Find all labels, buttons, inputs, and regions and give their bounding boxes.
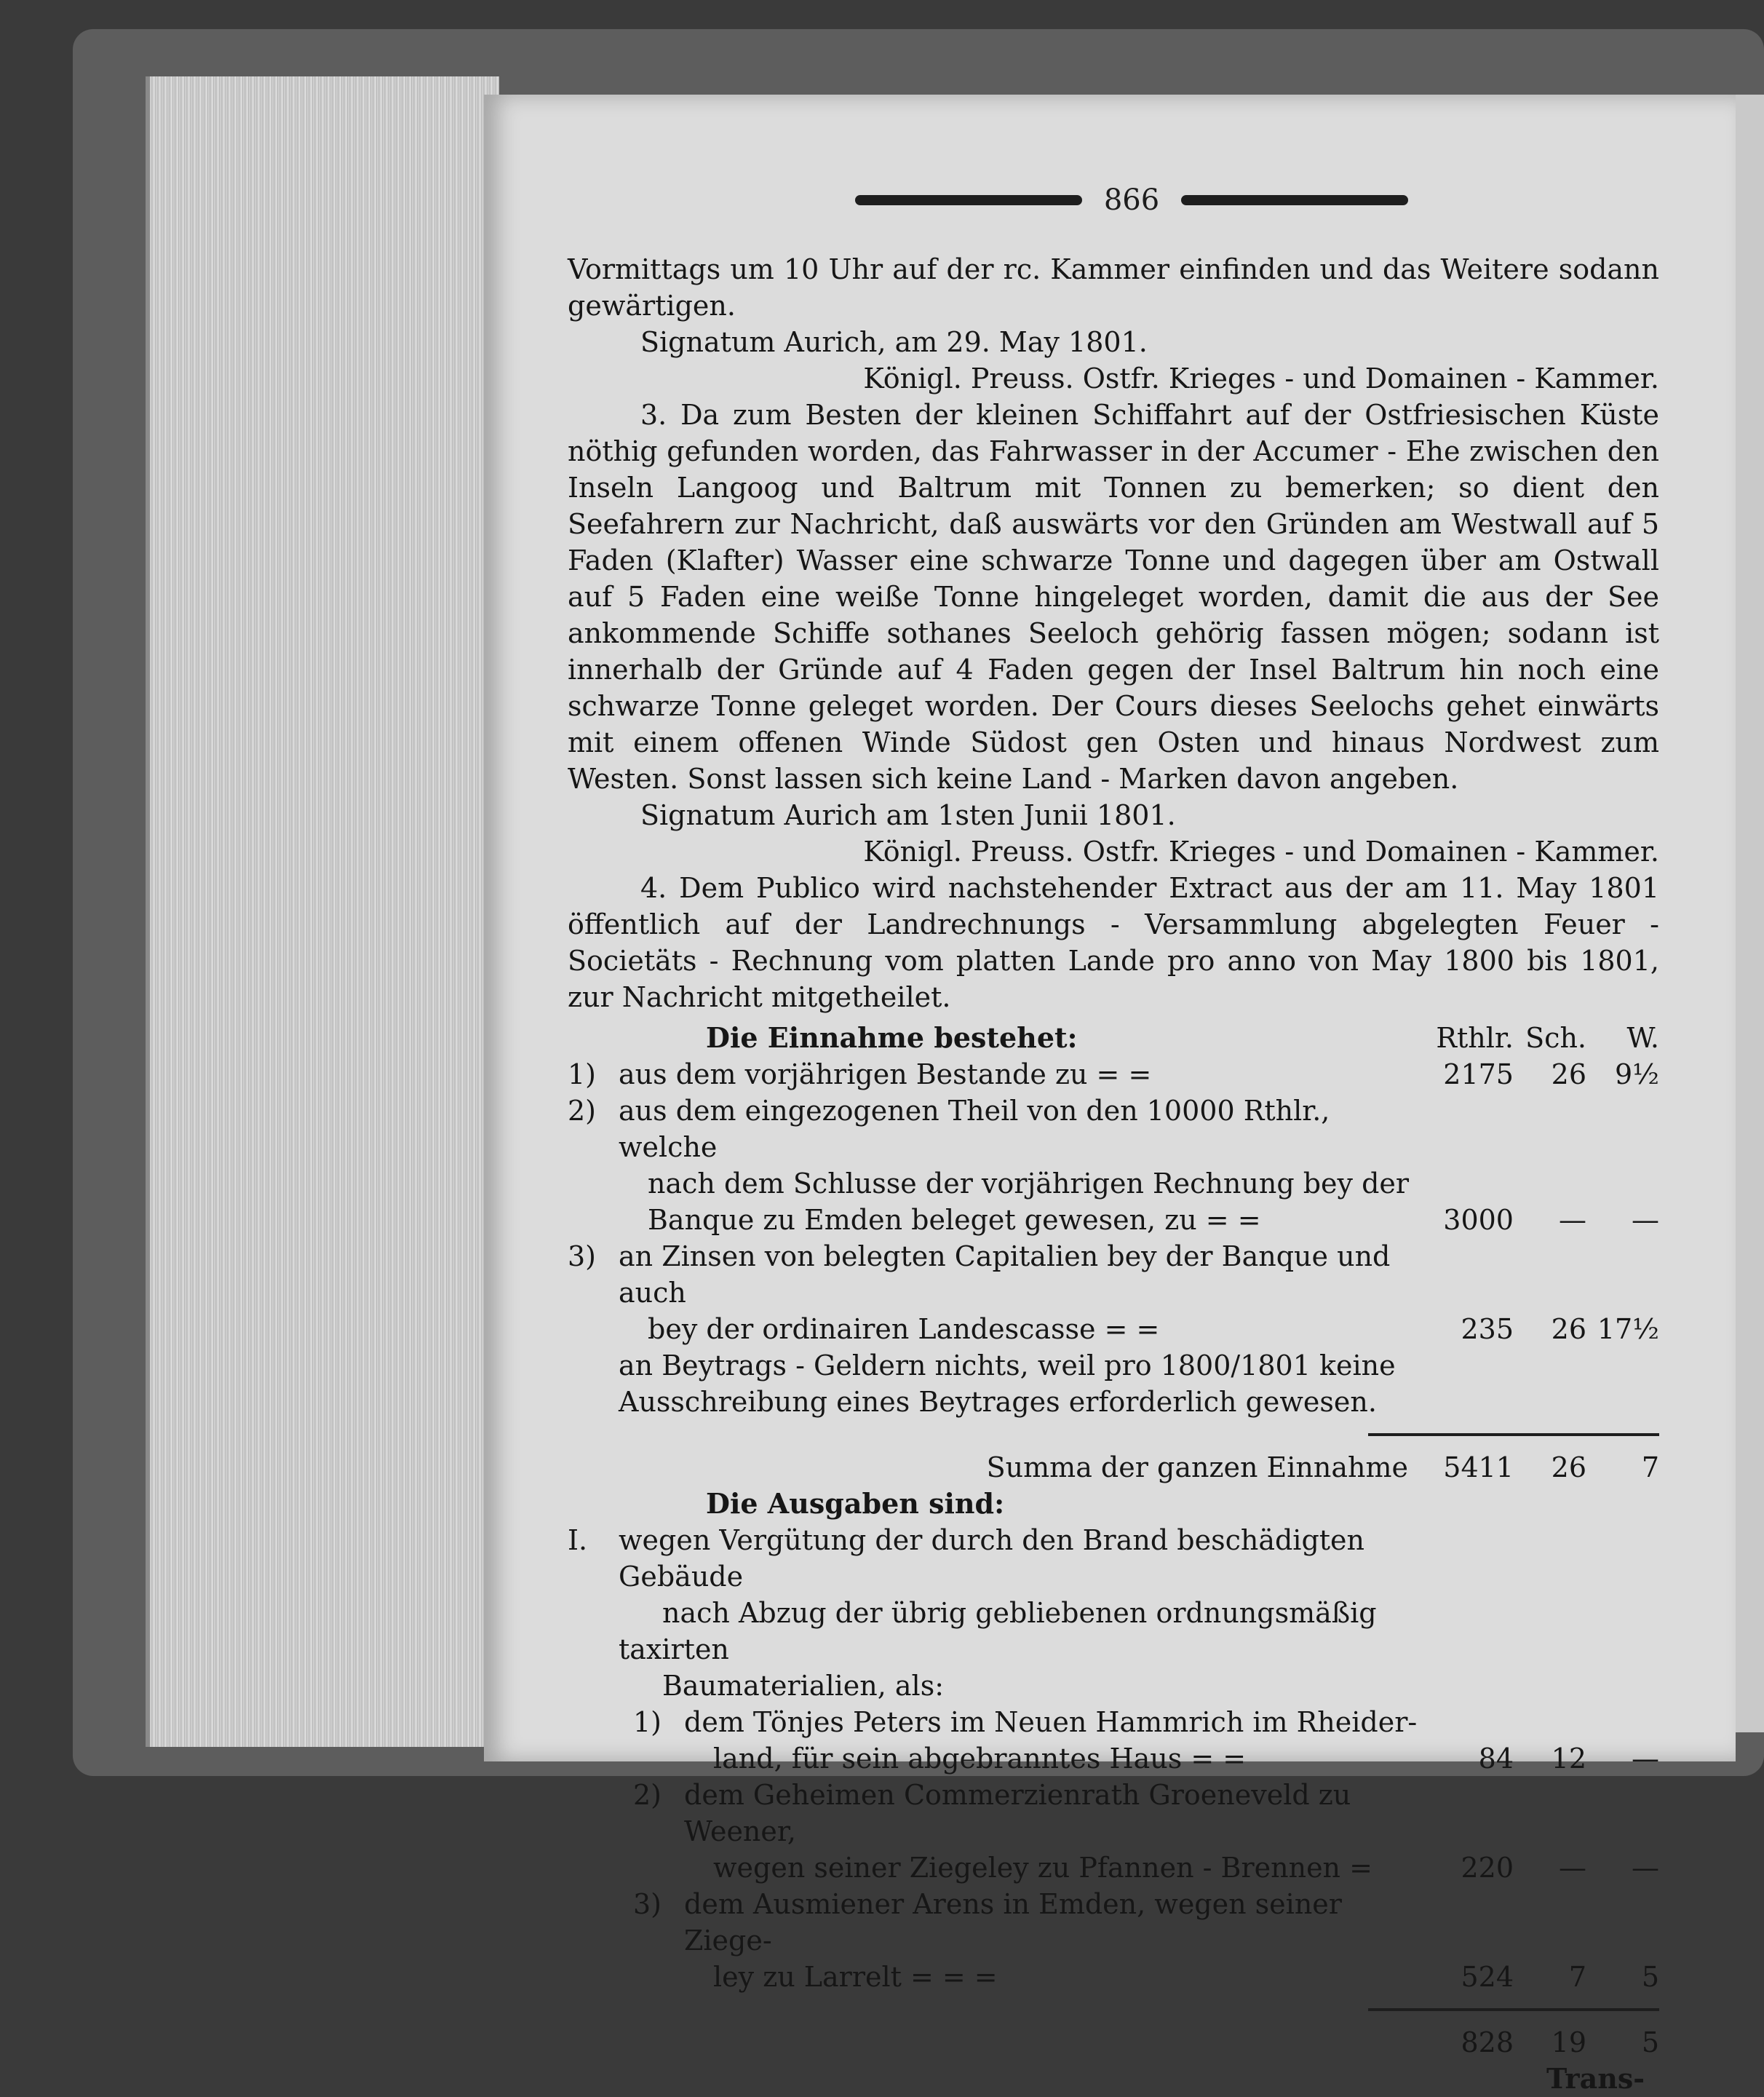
income-num: 1) [568,1058,597,1090]
income-line: an Beytrags - Geldern nichts, weil pro 1800/1801 keine Ausschreibung eines Beytrages erforderlich gewesen. [619,1349,1396,1418]
income-header: Die Einnahme bestehet: [706,1021,1078,1054]
expense-w: — [1632,1743,1659,1775]
income-rule [1368,1433,1659,1436]
expense-rthlr: 220 [1461,1852,1514,1884]
income-sch: — [1559,1204,1586,1236]
income-w: 9½ [1614,1058,1659,1090]
expense-rows [568,1704,1659,1995]
next-page-edge [1736,95,1764,1732]
income-w: — [1632,1204,1659,1236]
expense-row [568,1886,1659,1995]
income-line: aus dem eingezogenen Theil von den 10000 Rthlr., welche [619,1095,1330,1163]
income-total-rthlr: 5411 [1443,1451,1514,1483]
expense-group-line-2: nach Abzug der übrig gebliebenen ordnungsmäßig taxirten [619,1597,1377,1665]
income-text [619,1093,1423,1238]
expense-header-row [568,1486,1659,1522]
income-num: 2) [568,1095,597,1127]
income-row [568,1347,1659,1420]
expense-row [568,1704,1659,1777]
income-text [619,1238,1423,1347]
ledger-header-row [568,1020,1659,1056]
expense-text [684,1886,1423,1995]
signature-3: Signatum Aurich am 1sten Junii 1801. [640,799,1176,831]
income-total-label: Summa der ganzen Einnahme [986,1451,1408,1483]
income-rthlr: 235 [1461,1313,1514,1345]
page-content [568,251,1659,2097]
ledger [568,1020,1659,2097]
expense-num: 1) [633,1706,662,1738]
paragraph-1: Vormittags um 10 Uhr auf der rc. Kammer einfinden und das Weitere sodann gewärtigen. [568,253,1659,322]
income-total-row [568,1449,1659,1486]
signature-1: Signatum Aurich, am 29. May 1801. [640,326,1148,358]
expense-group-num: I. [568,1524,588,1556]
income-row [568,1093,1659,1238]
expense-subtotal-rthlr: 828 [1461,2026,1514,2058]
paragraph-4: 4. Dem Publico wird nachstehender Extract aus der am 11. May 1801 öffentlich auf der Landrechnungs - Versammlung abgelegten Feuer - Societäts - Rechnung vom platten Lande pro anno von May 1800 bis 1801, zur Nachricht mitgetheilet. [568,872,1659,1013]
expense-sch: 7 [1568,1961,1586,1993]
income-text [619,1347,1423,1420]
income-num: 3) [568,1240,597,1272]
expense-line: dem Ausmiener Arens in Emden, wegen seiner Ziege- [684,1888,1342,1957]
income-sch: 26 [1551,1058,1586,1090]
expense-rule [1368,2008,1659,2011]
header-ornament-left [855,195,1082,205]
expense-rthlr: 84 [1478,1743,1514,1775]
income-rows [568,1056,1659,1420]
expense-subtotal-row [568,2024,1659,2061]
expense-subtotal-w: 5 [1641,2026,1659,2058]
col-rthlr: Rthlr. [1436,1022,1514,1054]
page-edges [146,76,499,1747]
expense-header: Die Ausgaben sind: [706,1487,1005,1520]
col-sch: Sch. [1525,1022,1586,1054]
expense-group-line-1: wegen Vergütung der durch den Brand beschädigten Gebäude [619,1524,1365,1593]
income-line: nach dem Schlusse der vorjährigen Rechnung bey der Banque zu Emden beleget gewesen, zu = = [648,1168,1410,1236]
expense-sch: 12 [1551,1743,1586,1775]
paragraph-3: 3. Da zum Besten der kleinen Schiffahrt auf der Ostfriesischen Küste nöthig gefunden worden, das Fahrwasser in der Accumer - Ehe zwischen den Inseln Langoog und Baltrum mit Tonnen zu bemerken; so dient den Seefahrern zur Nachricht, daß auswärts vor den Gründen am Westwall auf 5 Faden (Klafter) Wasser eine schwarze Tonne und dagegen über am Ostwall auf 5 Faden eine weiße Tonne hingeleget worden, damit die aus der See ankommende Schiffe sothanes Seeloch gehörig fassen mögen; sodann ist innerhalb der Gründe auf 4 Faden gegen der Insel Baltrum hin noch eine schwarze Tonne geleget worden. Der Cours dieses Seelochs gehet einwärts mit einem offenen Winde Südost gen Osten und hinaus Nordwest zum Westen. Sonst lassen sich keine Land - Marken davon angeben. [568,399,1659,795]
page-header [855,175,1408,226]
expense-w: — [1632,1852,1659,1884]
income-row [568,1238,1659,1347]
income-line: aus dem vorjährigen Bestande zu = = [619,1058,1152,1090]
expense-line: dem Geheimen Commerzienrath Groeneveld zu Weener, [684,1779,1351,1847]
expense-line: wegen seiner Ziegeley zu Pfannen - Brennen = [713,1852,1372,1884]
income-line: bey der ordinairen Landescasse = = [648,1313,1160,1345]
expense-num: 3) [633,1888,662,1920]
income-rthlr: 2175 [1443,1058,1514,1090]
header-ornament-right [1181,195,1408,205]
income-rthlr: 3000 [1443,1204,1514,1236]
expense-sch: — [1559,1852,1586,1884]
col-w: W. [1626,1022,1659,1054]
income-line: an Zinsen von belegten Capitalien bey der Banque und auch [619,1240,1391,1309]
expense-row [568,1777,1659,1886]
income-total-sch: 26 [1551,1451,1586,1483]
expense-num: 2) [633,1779,662,1811]
income-text [619,1056,1423,1093]
catchword-trans: Trans- [1546,2062,1645,2095]
expense-group-row [568,1522,1659,1704]
expense-text [684,1777,1423,1886]
chamber-1: Königl. Preuss. Ostfr. Krieges - und Domainen - Kammer. [863,362,1659,395]
chamber-3: Königl. Preuss. Ostfr. Krieges - und Domainen - Kammer. [863,836,1659,868]
expense-line: dem Tönjes Peters im Neuen Hammrich im Rheider- [684,1706,1418,1738]
income-sch: 26 [1551,1313,1586,1345]
income-w: 17½ [1597,1313,1659,1345]
expense-line: land, für sein abgebranntes Haus = = [713,1743,1247,1775]
expense-group-line-3: Baumaterialien, als: [662,1670,945,1702]
expense-rthlr: 524 [1461,1961,1514,1993]
expense-subtotal-sch: 19 [1551,2026,1586,2058]
expense-group-text [619,1522,1419,1704]
expense-text [684,1704,1423,1777]
income-total-w: 7 [1641,1451,1659,1483]
page-number: 866 [1103,183,1160,217]
expense-w: 5 [1641,1961,1659,1993]
expense-line: ley zu Larrelt = = = [713,1961,998,1993]
income-row [568,1056,1659,1093]
